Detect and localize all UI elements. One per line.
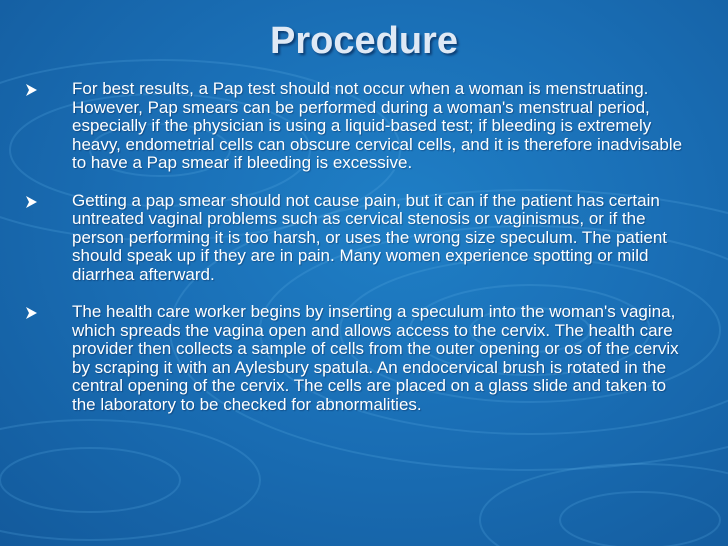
bullet-text: For best results, a Pap test should not occur when a woman is menstruating. However, Pap smears can be performed during a woman's menstrual period, especially if the physician is using a liquid-based test; if bleeding is extremely heavy, endometrial cells can obscure cervical cells, and it is therefore inadvisable to have a Pap smear if bleeding is excessive.	[72, 79, 683, 172]
arrowhead-bullet-icon	[24, 195, 38, 209]
bullet-text: The health care worker begins by inserting a speculum into the woman's vagina, which spreads the vagina open and allows access to the cervix. The health care provider then collects a sample of cells from the outer opening or os of the cervix by scraping it with an Aylesbury spatula. An endocervical brush is rotated in the central opening of the cervix. The cells are placed on a glass slide and taken to the laboratory to be checked for abnormalities.	[72, 302, 679, 414]
bullet-item	[20, 192, 688, 285]
bullet-list	[20, 80, 688, 433]
bullet-item	[20, 303, 688, 414]
arrowhead-bullet-icon	[24, 83, 38, 97]
bullet-text: Getting a pap smear should not cause pain, but it can if the patient has certain untreated vaginal problems such as cervical stenosis or vaginismus, or if the person performing it is too harsh, or uses the wrong size speculum. The patient should speak up if they are in pain. Many women experience spotting or mild diarrhea afterward.	[72, 190, 667, 284]
arrowhead-bullet-icon	[24, 306, 38, 320]
bullet-item	[20, 80, 688, 173]
slide-title: Procedure	[270, 20, 458, 62]
